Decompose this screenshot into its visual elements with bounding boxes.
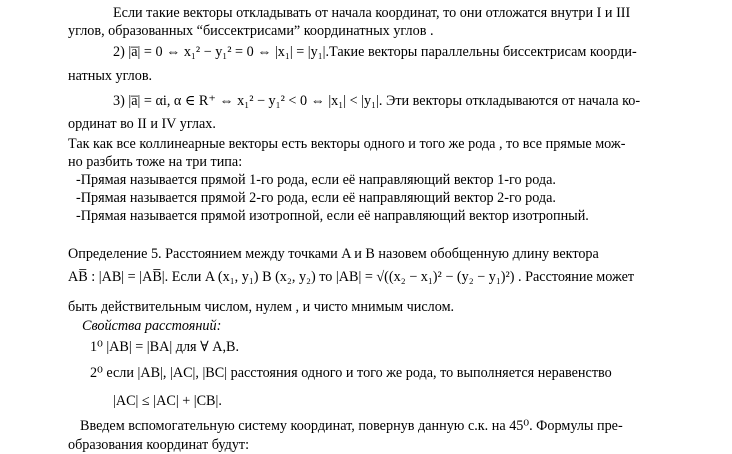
property-item [90, 338, 239, 356]
text-line-content: AB̅ : |AB| = |AB̅|. Если A (x₁, y₁) B (x₂, y₂) то |AB| = √((x₂ − x₁)² − (y₂ − y₁)²) . Расстояние может [68, 269, 635, 285]
formula-line [68, 268, 634, 286]
text-line-content: Так как все коллинеарные векторы есть векторы одного и того же рода , то все прямые мож- [68, 136, 626, 152]
list-item [76, 207, 589, 225]
text-line-content: 2) |a̅| = 0 ⇔ x₁² − y₁² = 0 ⇔ |x₁| = |y₁|.Такие векторы параллельны биссектрисам коорди- [113, 44, 637, 60]
text-line-content: 1⁰ |AB| = |BA| для ∀ A,B. [90, 339, 240, 355]
text-line-content: ординат во II и IV углах. [68, 116, 216, 132]
text-line [68, 22, 434, 40]
text-line-content: 2⁰ если |AB|, |AC|, |BC| расстояния одного и того же рода, то выполняется неравенство [90, 365, 612, 381]
text-line-content: Определение 5. Расстоянием между точками A и B назовем обобщенную длину вектора [68, 246, 599, 262]
text-line-content: образования координат будут: [68, 437, 250, 453]
list-item [76, 171, 556, 189]
text-line-content: -Прямая называется прямой изотропной, если её направляющий вектор изотропный. [76, 208, 589, 224]
text-line [68, 436, 249, 454]
section-heading [82, 317, 221, 335]
text-line-content: быть действительным числом, нулем , и чисто мнимым числом. [68, 299, 455, 315]
text-line [68, 298, 454, 316]
text-line [113, 4, 630, 22]
text-line [68, 67, 152, 85]
text-line [68, 135, 625, 153]
text-line-content: углов, образованных “биссектрисами” координатных углов . [68, 23, 434, 39]
text-line [80, 417, 623, 435]
list-item [76, 189, 556, 207]
text-line [113, 43, 637, 61]
text-line-content: натных углов. [68, 68, 153, 84]
text-line-content: 3) |a̅| = αi, α ∈ R⁺ ⇔ x₁² − y₁² < 0 ⇔ |x₁| < |y₁|. Эти векторы откладываются от начала ко- [113, 93, 641, 109]
text-line-content: Введем вспомогательную систему координат, повернув данную с.к. на 45⁰. Формулы пре- [80, 418, 623, 434]
definition-line [68, 245, 599, 263]
text-line-content: Свойства расстояний: [82, 318, 222, 334]
text-line [68, 153, 242, 171]
text-line-content: -Прямая называется прямой 1-го рода, если её направляющий вектор 1-го рода. [76, 172, 556, 188]
text-line [68, 115, 216, 133]
text-line-content: |AC| ≤ |AC| + |CB|. [113, 393, 222, 409]
text-line-content: но разбить тоже на три типа: [68, 154, 243, 170]
text-line-content: Если такие векторы откладывать от начала координат, то они отложатся внутри I и III [113, 5, 631, 21]
formula-line [113, 392, 222, 410]
text-line-content: -Прямая называется прямой 2-го рода, если её направляющий вектор 2-го рода. [76, 190, 556, 206]
text-line [113, 92, 640, 110]
property-item [90, 364, 612, 382]
